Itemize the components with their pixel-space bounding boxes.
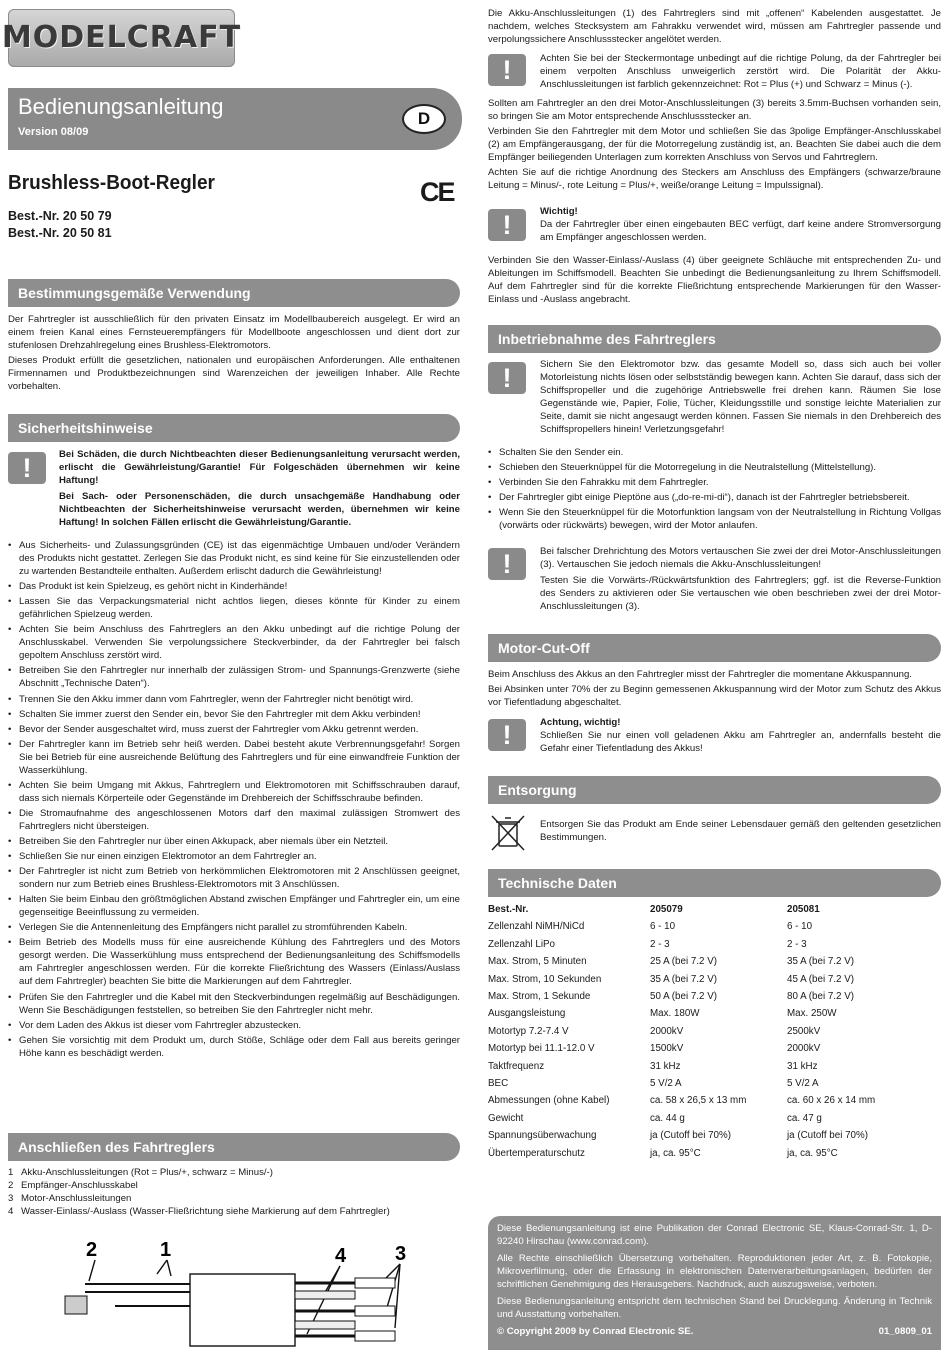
polarity-warning: Achten Sie bei der Steckermontage unbedingt auf die richtige Polung, da der Fahrtregler bei einem verpolten Anschluss unweigerlich zerstört wird. Die Polarität der Akku-Anschlussleitungen ist farblich gekennzeichnet: Rot = Plus (+) und Schwarz = Minus (-).	[540, 53, 941, 91]
list-item: • Trennen Sie den Akku immer dann vom Fahrtregler, wenn der Fahrtregler nicht benötigt wird.	[8, 693, 460, 706]
table-cell: Max. Strom, 10 Sekunden	[488, 973, 602, 985]
item-text: Akku-Anschlussleitungen (Rot = Plus/+, schwarz = Minus/-)	[21, 1167, 273, 1178]
list-item: • Der Fahrtregler kann im Betrieb sehr heiß werden. Dabei besteht akute Verbrennungsgefahr! Sorgen Sie bei Betrieb für eine ausreichende Belüftung des Fahrtreglers und für eine einwandfreie Funktion der Wasserkühlung.	[8, 738, 460, 777]
list-item: • Prüfen Sie den Fahrtregler und die Kabel mit den Steckverbindungen regelmäßig auf Beschädigungen. Wenn Sie Beschädigungen feststellen, so betreiben Sie den Fahrtregler nicht mehr.	[8, 991, 460, 1017]
exclamation-icon: !	[8, 452, 46, 484]
table-row	[488, 971, 941, 988]
footer-bottom	[497, 1325, 932, 1338]
list-item: • Schalten Sie den Sender ein.	[488, 446, 941, 459]
startup-list	[488, 446, 941, 534]
table-row	[488, 918, 941, 935]
table-cell: 2500kV	[787, 1025, 821, 1037]
item-text: Motor-Anschlussleitungen	[21, 1193, 132, 1205]
table-cell: ja (Cutoff bei 70%)	[650, 1130, 731, 1142]
table-cell: 25 A (bei 7.2 V)	[650, 956, 717, 968]
table-cell: 45 A (bei 7.2 V)	[787, 973, 854, 985]
item-number: 2	[8, 1180, 14, 1192]
section-heading-disposal: Entsorgung	[488, 776, 941, 804]
list-item: • Beim Betrieb des Modells muss für eine ausreichende Kühlung des Fahrtreglers und des Motors gesorgt werden. Die Wasserkühlung muss entsprechend der Bedienungsanleitung des Schiffsmodells am Fahrtregler angeschlossen werden. Für die korrekte Fließrichtung des Wassers (Einlass/Auslass auf dem Fahrtregler) beachten Sie bitte die Markierungen auf dem Fahrtregler.	[8, 936, 460, 988]
table-cell: 5 V/2 A	[650, 1077, 682, 1089]
diagram-label-3: 3	[395, 1243, 407, 1265]
table-cell: ca. 60 x 26 x 14 mm	[787, 1095, 876, 1107]
item-text: Wasser-Einlass/-Auslass (Wasser-Fließrichtung siehe Markierung auf dem Fahrtregler)	[21, 1206, 390, 1218]
table-cell: 205081	[787, 904, 820, 916]
table-row	[488, 1040, 941, 1057]
connect-list-item	[8, 1205, 460, 1218]
safety-warning	[59, 448, 460, 529]
footer	[488, 1216, 941, 1350]
warning-text: Testen Sie die Vorwärts-/Rückwärtsfunktion des Fahrtreglers; ggf. ist die Reverse-Funktion des Senders zu aktivieren oder Sie vertauschen wie oben beschrieben zwei der drei Motor-Anschlussleitungen (3).	[540, 575, 941, 613]
diagram-label-2: 2	[86, 1239, 98, 1261]
connect-list	[8, 1166, 460, 1218]
paragraph: Sollten am Fahrtregler an den drei Motor-Anschlussleitungen (3) bereits 3.5mm-Buchsen vorhanden sein, so bringen Sie am Motor entsprechende Anschlussstecker an.	[488, 98, 941, 123]
order-number-2: Best.-Nr. 20 50 81	[8, 225, 112, 240]
exclamation-icon: !	[488, 209, 526, 241]
section-heading-safety: Sicherheitshinweise	[8, 414, 460, 442]
list-item: • Lassen Sie das Verpackungsmaterial nicht achtlos liegen, dieses könnte für Kinder zu einem gefährlichen Spielzeug werden.	[8, 595, 460, 621]
diagram-label-4: 4	[335, 1245, 347, 1267]
controller-diagram	[55, 1236, 425, 1356]
list-item: • Schieben den Steuerknüppel für die Motorregelung in die Neutralstellung (Mittelstellung).	[488, 461, 941, 474]
list-item: • Das Produkt ist kein Spielzeug, es gehört nicht in Kinderhände!	[8, 580, 460, 593]
table-cell: Motortyp 7.2-7.4 V	[488, 1025, 569, 1037]
list-item: • Aus Sicherheits- und Zulassungsgründen (CE) ist das eigenmächtige Umbauen und/oder Verändern des Produkts nicht gestattet. Zerlegen Sie das Produkt nicht, es sind keine für Sie einzustellenden oder zu wartenden Bestandteile enthalten. Außerdem erlischt dadurch die Gewährleistung!	[8, 539, 460, 578]
list-item: • Die Stromaufnahme des angeschlossenen Motors darf den maximal zulässigen Stromwert des Fahrtreglers nicht übersteigen.	[8, 807, 460, 833]
paragraph: Der Fahrtregler ist ausschließlich für den privaten Einsatz im Modellbaubereich ausgelegt. Er wird an einem freien Kanal eines Fernsteuerempfängers für Modellboote angeschlossen und dient dort zur stufenlosen Drehzahlregelung eines Brushless-Elektromotors.	[8, 314, 460, 352]
table-row	[488, 1092, 941, 1109]
table-cell: Zellenzahl LiPo	[488, 938, 555, 950]
water-cooling-text: Verbinden Sie den Wasser-Einlass/-Auslass (4) über geeignete Schläuche mit entsprechenden Zu- und Ableitungen im Schiffsmodell. Beachten Sie unbedingt die Bedienungsanleitung zu Ihrem Schiffsmodell. Auf dem Fahrtregler sind für die korrekte Fließrichtung entsprechende Markierungen für den Wasser-Einlass und -Auslass angebracht.	[488, 255, 941, 306]
table-row	[488, 1127, 941, 1144]
disposal-text: Entsorgen Sie das Produkt am Ende seiner Lebensdauer gemäß den geltenden gesetzlichen Bestimmungen.	[540, 819, 941, 844]
paragraph: Achten Sie auf die richtige Anordnung des Steckers am Anschluss des Empfängers (schwarze/braune Leitung = Minus/-, rote Leitung = Plus/+, weiße/orange Leitung = Impulssignal).	[488, 167, 941, 192]
list-item: • Halten Sie beim Einbau den größtmöglichen Abstand zwischen Empfänger und Fahrtregler ein, um eine gegenseitige Beeinflussung zu vermeiden.	[8, 893, 460, 919]
connection-text-1: Die Akku-Anschlussleitungen (1) des Fahrtreglers sind mit „offenen“ Kabelenden ausgestattet. Je nachdem, welches Stecksystem am Fahrakku verwendet wird, müssen am Fahrtregler passende und verpolungssichere Anschlussstecker angelötet werden.	[488, 8, 941, 46]
warning-text: Bei falscher Drehrichtung des Motors vertauschen Sie zwei der drei Motor-Anschlussleitungen (3). Vertauschen Sie jedoch niemals die Akku-Anschlussleitungen!	[540, 546, 941, 571]
exclamation-icon: !	[488, 362, 526, 394]
table-cell: ja, ca. 95°C	[650, 1147, 701, 1159]
list-item: • Gehen Sie vorsichtig mit dem Produkt um, durch Stöße, Schläge oder dem Fall aus bereits geringer Höhe kann es beschädigt werden.	[8, 1034, 460, 1060]
table-row	[488, 1075, 941, 1092]
exclamation-icon: !	[488, 54, 526, 86]
version-label: Version 08/09	[18, 126, 89, 139]
footer-text: Alle Rechte einschließlich Übersetzung vorbehalten. Reproduktionen jeder Art, z. B. Fotokopie, Mikroverfilmung, oder die Erfassung in elektronischen Datenverarbeitungsanlagen, bedürfen der schriftlichen Genehmigung des Herausgebers. Nachdruck, auch auszugsweise, verboten.	[497, 1253, 932, 1291]
warning-text: Da der Fahrtregler über einen eingebauten BEC verfügt, darf keine andere Stromversorgung am Empfänger angeschlossen werden.	[540, 219, 941, 244]
table-cell: 6 - 10	[650, 921, 676, 933]
section-heading-intended-use: Bestimmungsgemäße Verwendung	[8, 279, 460, 307]
table-cell: 2 - 3	[787, 938, 807, 950]
copyright: © Copyright 2009 by Conrad Electronic SE.	[497, 1326, 694, 1338]
table-cell: 50 A (bei 7.2 V)	[650, 990, 717, 1002]
table-cell: 2 - 3	[650, 938, 670, 950]
list-item: • Vor dem Laden des Akkus ist dieser vom Fahrtregler abzustecken.	[8, 1019, 460, 1032]
connect-list-item	[8, 1166, 460, 1179]
rotation-warning	[540, 545, 941, 613]
table-cell: ca. 47 g	[787, 1112, 822, 1124]
table-row	[488, 1144, 941, 1161]
title-banner	[8, 88, 462, 150]
table-row	[488, 1023, 941, 1040]
list-item: • Bevor der Sender ausgeschaltet wird, muss zuerst der Fahrtregler vom Akku getrennt werden.	[8, 723, 460, 736]
section-heading-connect: Anschließen des Fahrtreglers	[8, 1133, 460, 1161]
list-item: • Der Fahrtregler ist nicht zum Betrieb von herkömmlichen Elektromotoren mit 2 Anschlüssen geeignet, sondern nur zum Betrieb eines Brushless-Elektromotors mit 3 Anschlüssen.	[8, 865, 460, 891]
cutoff-warning	[540, 716, 941, 755]
warning-title: Wichtig!	[540, 206, 578, 217]
table-cell: BEC	[488, 1077, 509, 1089]
item-number: 1	[8, 1167, 14, 1178]
table-cell: Max. 180W	[650, 1008, 700, 1020]
right-paragraphs	[488, 97, 941, 194]
warning-title: Achtung, wichtig!	[540, 717, 621, 728]
connect-list-item	[8, 1179, 460, 1192]
section-heading-cutoff: Motor-Cut-Off	[488, 634, 941, 662]
table-cell: 2000kV	[787, 1043, 821, 1055]
crossed-bin-icon	[488, 812, 528, 852]
table-cell: Motortyp bei 11.1-12.0 V	[488, 1043, 595, 1055]
table-cell: Taktfrequenz	[488, 1060, 545, 1072]
table-cell: Ausgangsleistung	[488, 1008, 566, 1020]
paragraph: Bei Absinken unter 70% der zu Beginn gemessenen Akkuspannung wird der Motor zum Schutz des Akkus vor Tiefentladung abgeschaltet.	[488, 684, 941, 709]
table-cell: 1500kV	[650, 1043, 684, 1055]
paragraph: Dieses Produkt erfüllt die gesetzlichen, nationalen und europäischen Anforderungen. Alle enthaltenen Firmennamen und Produktbezeichnungen sind Warenzeichen der jeweiligen Inhaber. Alle Rechte vorbehalten.	[8, 355, 460, 393]
table-row	[488, 1058, 941, 1075]
exclamation-icon: !	[488, 548, 526, 580]
modelcraft-logo	[1, 9, 242, 67]
warning-text: Schließen Sie nur einen voll geladenen Akku am Fahrtregler an, andernfalls besteht die Gefahr einer Tiefentladung des Akkus!	[540, 730, 941, 755]
table-row	[488, 901, 941, 918]
table-cell: 31 kHz	[650, 1060, 681, 1072]
table-cell: ca. 58 x 26,5 x 13 mm	[650, 1095, 747, 1107]
document-code: 01_0809_01	[878, 1326, 932, 1338]
table-cell: ca. 44 g	[650, 1112, 685, 1124]
tech-data-table	[488, 901, 941, 1162]
table-cell: 2000kV	[650, 1025, 684, 1037]
table-row	[488, 1110, 941, 1127]
intended-use-text	[8, 313, 460, 395]
manual-title: Bedienungsanleitung	[18, 94, 224, 119]
table-cell: Max. Strom, 1 Sekunde	[488, 990, 591, 1002]
list-item: • Betreiben Sie den Fahrtregler nur innerhalb der zulässigen Strom- und Spannungs-Grenzwerte (siehe Abschnitt „Technische Daten“).	[8, 664, 460, 690]
table-cell: 205079	[650, 904, 683, 916]
table-cell: 35 A (bei 7.2 V)	[650, 973, 717, 985]
product-title: Brushless-Boot-Regler	[8, 172, 215, 194]
table-cell: 35 A (bei 7.2 V)	[787, 956, 854, 968]
item-number: 4	[8, 1206, 14, 1218]
paragraph: Verbinden Sie den Fahrtregler mit dem Motor und schließen Sie das 3polige Empfänger-Anschlusskabel (2) am Empfängerausgang, der für die Motorregelung zuständig ist, an. Beachten Sie dabei auch die dem Empfänger beiliegenden Unterlagen zum korrekten Anschluss von Servos und Fahrtreglern.	[488, 126, 941, 164]
list-item: • Achten Sie beim Umgang mit Akkus, Fahrtreglern und Elektromotoren mit Schiffsschrauben darauf, dass sich niemals Körperteile oder Gegenstände im Drehbereich der Schiffsschraube befinden.	[8, 779, 460, 805]
item-text: Empfänger-Anschlusskabel	[21, 1180, 138, 1192]
list-item: • Der Fahrtregler gibt einige Pieptöne aus („do-re-mi-di“), danach ist der Fahrtregler betriebsbereit.	[488, 491, 941, 504]
table-cell: Übertemperaturschutz	[488, 1147, 585, 1159]
table-cell: Zellenzahl NiMH/NiCd	[488, 921, 585, 933]
warning-text: Bei Schäden, die durch Nichtbeachten dieser Bedienungsanleitung verursacht werden, erlischt die Gewährleistung/Garantie! Für Folgeschäden übernehmen wir keine Haftung!	[59, 449, 460, 487]
list-item: • Schließen Sie nur einen einzigen Elektromotor an dem Fahrtregler an.	[8, 850, 460, 863]
list-item: • Achten Sie beim Anschluss des Fahrtreglers an den Akku unbedingt auf die richtige Polung der Anschlusskabel. Verwenden Sie verpolungssichere Steckverbinder, da der Fahrtregler bei falsch gepoltem Anschluss zerstört wird.	[8, 623, 460, 662]
order-numbers	[8, 208, 112, 242]
table-cell: Abmessungen (ohne Kabel)	[488, 1095, 610, 1107]
table-cell: 31 kHz	[787, 1060, 818, 1072]
item-number: 3	[8, 1193, 14, 1205]
table-cell: Spannungsüberwachung	[488, 1130, 597, 1142]
safety-list	[8, 539, 460, 1062]
list-item: • Verlegen Sie die Antennenleitung des Empfängers nicht parallel zu stromführenden Kabeln.	[8, 921, 460, 934]
exclamation-icon: !	[488, 719, 526, 751]
table-row	[488, 988, 941, 1005]
ce-mark: CE	[420, 177, 454, 207]
logo-text: MODELCRAFT	[1, 19, 242, 55]
paragraph: Beim Anschluss des Akkus an den Fahrtregler misst der Fahrtregler die momentane Akkuspannung.	[488, 669, 912, 680]
table-cell: Gewicht	[488, 1112, 524, 1124]
table-cell: ja (Cutoff bei 70%)	[787, 1130, 868, 1142]
language-badge: D	[402, 104, 446, 134]
table-cell: Max. Strom, 5 Minuten	[488, 956, 587, 968]
connect-list-item	[8, 1192, 460, 1205]
footer-text: Diese Bedienungsanleitung ist eine Publikation der Conrad Electronic SE, Klaus-Conrad-Str. 1, D-92240 Hirschau (www.conrad.com).	[497, 1223, 932, 1248]
table-cell: ja, ca. 95°C	[787, 1147, 838, 1159]
footer-text: Diese Bedienungsanleitung entspricht dem technischen Stand bei Drucklegung. Änderung in Technik und Ausstattung vorbehalten.	[497, 1296, 932, 1321]
table-cell: Max. 250W	[787, 1008, 837, 1020]
list-item: • Betreiben Sie den Fahrtregler nur über einen Akkupack, aber niemals über ein Netzteil.	[8, 835, 460, 848]
table-cell: Best.-Nr.	[488, 904, 529, 916]
section-heading-startup: Inbetriebnahme des Fahrtreglers	[488, 325, 941, 353]
section-heading-tech-data: Technische Daten	[488, 869, 941, 897]
diagram-label-1: 1	[160, 1239, 172, 1261]
table-row	[488, 1005, 941, 1022]
table-cell: 5 V/2 A	[787, 1077, 819, 1089]
table-row	[488, 936, 941, 953]
table-cell: 80 A (bei 7.2 V)	[787, 990, 854, 1002]
list-item: • Wenn Sie den Steuerknüppel für die Motorfunktion langsam von der Neutralstellung in Richtung Vollgas (vorwärts oder rückwärts) bewegen, wird der Motor anlaufen.	[488, 506, 941, 532]
table-cell: 6 - 10	[787, 921, 813, 933]
startup-warning: Sichern Sie den Elektromotor bzw. das gesamte Modell so, dass sich auch bei voller Motorleistung nichts lösen oder selbstständig bewegen kann. Achten Sie darauf, dass sich der Schiffspropeller und die zugehörige Antriebswelle frei drehen kann. Räumen Sie lose Gegenstände wie, Papier, Folie, Tücher, Kleidungsstille und sonstige leichte Materialien zur Seite, damit sie nicht angesaugt werden können. Fassen Sie niemals in den Drehbereich des Schiffspropellers hinein! Verletzungsgefahr!	[540, 359, 941, 436]
list-item: • Schalten Sie immer zuerst den Sender ein, bevor Sie den Fahrtregler mit dem Akku verbinden!	[8, 708, 460, 721]
table-row	[488, 953, 941, 970]
list-item: • Verbinden Sie den Fahrakku mit dem Fahrtregler.	[488, 476, 941, 489]
bec-warning	[540, 205, 941, 244]
order-number-1: Best.-Nr. 20 50 79	[8, 209, 112, 223]
cutoff-text	[488, 668, 941, 711]
warning-text: Bei Sach- oder Personenschäden, die durch unsachgemäße Handhabung oder Nichtbeachten der Sicherheitshinweise verursacht werden, übernehmen wir keine Haftung! In solchen Fällen erlischt die Gewährleistung/Garantie.	[59, 491, 460, 529]
